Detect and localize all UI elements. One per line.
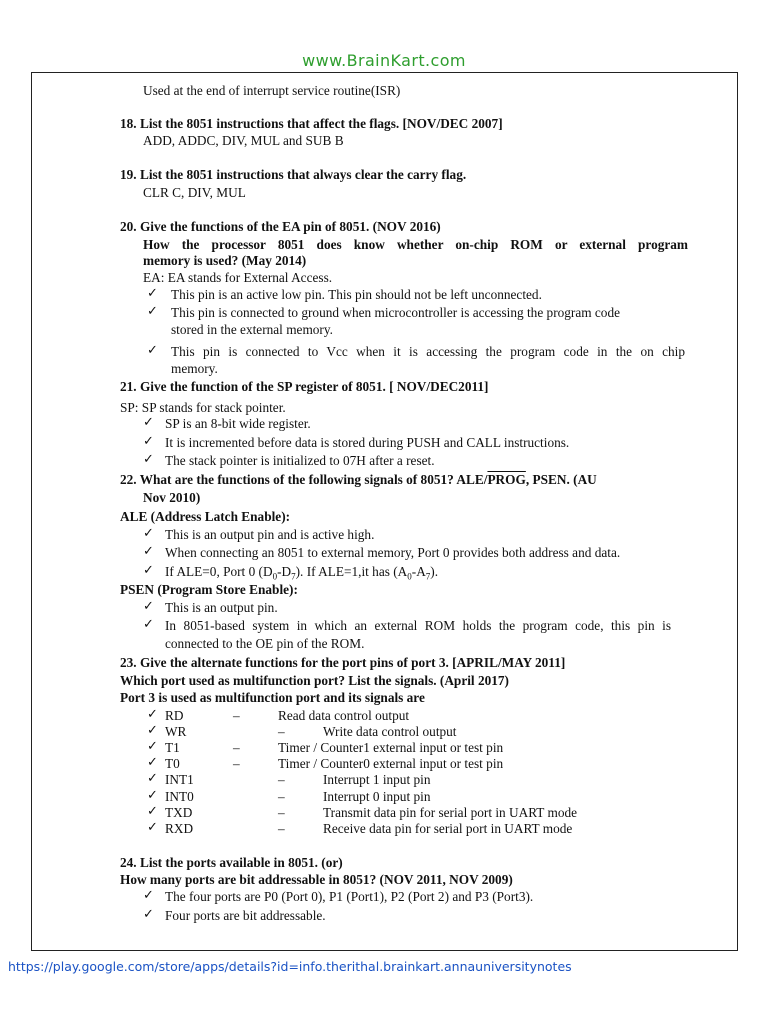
signal-desc: Write data control output	[323, 724, 457, 739]
signal-dash: –	[278, 772, 285, 787]
signal-dash: –	[233, 708, 240, 723]
q20-bullet-1: This pin is an active low pin. This pin should not be left unconnected.	[171, 287, 542, 302]
q20-bullet-3-line2: memory.	[171, 361, 218, 376]
check-icon: ✓	[147, 707, 158, 722]
signal-dash: –	[278, 805, 285, 820]
check-icon: ✓	[143, 526, 154, 541]
check-icon: ✓	[147, 739, 158, 754]
signal-desc: Read data control output	[278, 708, 410, 723]
check-icon: ✓	[143, 617, 154, 632]
signal-desc: Timer / Counter1 external input or test pin	[278, 740, 504, 755]
q22-question-post: , PSEN. (AU	[525, 472, 597, 487]
q22-question-line2: Nov 2010)	[143, 490, 201, 505]
signal-name: TXD	[165, 805, 193, 820]
q20-bullet-3-line1: This pin is connected to Vcc when it is accessing the program code in the on chip	[171, 344, 685, 359]
q20-question2-line2: memory is used? (May 2014)	[143, 253, 307, 268]
q21-bullet-2: It is incremented before data is stored during PUSH and CALL instructions.	[165, 435, 570, 450]
q20-question2-line1: How the processor 8051 does know whether on-chip ROM or external program	[143, 237, 688, 252]
q23-question: 23. Give the alternate functions for the port pins of port 3. [APRIL/MAY 2011]	[120, 655, 566, 670]
check-icon: ✓	[143, 544, 154, 559]
q21-bullet-3: The stack pointer is initialized to 07H after a reset.	[165, 453, 435, 468]
psen-bullet-2-line2: connected to the OE pin of the ROM.	[165, 636, 365, 651]
signal-desc: Timer / Counter0 external input or test pin	[278, 756, 504, 771]
signal-dash: –	[278, 789, 285, 804]
signal-name: RXD	[165, 821, 194, 836]
q23-intro: Port 3 is used as multifunction port and its signals are	[120, 690, 425, 705]
signal-name: T1	[165, 740, 180, 755]
check-icon: ✓	[147, 343, 158, 358]
ale-heading: ALE (Address Latch Enable):	[120, 509, 291, 524]
signal-desc: Interrupt 1 input pin	[323, 772, 431, 787]
q20-bullet-2-line2: stored in the external memory.	[171, 322, 333, 337]
psen-heading: PSEN (Program Store Enable):	[120, 582, 298, 597]
q21-bullet-1: SP is an 8-bit wide register.	[165, 416, 311, 431]
q20-intro: EA: EA stands for External Access.	[143, 270, 333, 285]
q21-question: 21. Give the function of the SP register of 8051. [ NOV/DEC2011]	[120, 379, 489, 394]
q22-question	[120, 472, 597, 488]
signal-desc: Receive data pin for serial port in UART mode	[323, 821, 573, 836]
signal-name: WR	[165, 724, 187, 739]
q22-question-pre: 22. What are the functions of the following signals of 8051?	[120, 472, 457, 487]
check-icon: ✓	[147, 788, 158, 803]
q23-question2: Which port used as multifunction port? List the signals. (April 2017)	[120, 673, 509, 688]
q20-question: 20. Give the functions of the EA pin of 8051. (NOV 2016)	[120, 219, 441, 234]
signal-name: INT0	[165, 789, 194, 804]
intro-line: Used at the end of interrupt service routine(ISR)	[143, 83, 401, 98]
check-icon: ✓	[147, 304, 158, 319]
ale-bullet-1: This is an output pin and is active high.	[165, 527, 375, 542]
check-icon: ✓	[147, 804, 158, 819]
q18-answer: ADD, ADDC, DIV, MUL and SUB B	[143, 133, 344, 148]
q24-question: 24. List the ports available in 8051. (or)	[120, 855, 343, 870]
q22-question-ale: ALE/	[456, 472, 488, 487]
signal-name: INT1	[165, 772, 194, 787]
signal-dash: –	[278, 821, 285, 836]
check-icon: ✓	[143, 888, 154, 903]
q24-question2: How many ports are bit addressable in 8051? (NOV 2011, NOV 2009)	[120, 872, 513, 887]
check-icon: ✓	[147, 723, 158, 738]
check-icon: ✓	[147, 771, 158, 786]
signal-name: RD	[165, 708, 184, 723]
check-icon: ✓	[147, 820, 158, 835]
signal-desc: Transmit data pin for serial port in UART mode	[323, 805, 578, 820]
q18-question: 18. List the 8051 instructions that affect the flags. [NOV/DEC 2007]	[120, 116, 503, 131]
check-icon: ✓	[143, 563, 154, 578]
signal-dash: –	[233, 740, 240, 755]
q19-question: 19. List the 8051 instructions that always clear the carry flag.	[120, 167, 467, 182]
check-icon: ✓	[143, 434, 154, 449]
site-header[interactable]: www.BrainKart.com	[302, 51, 466, 70]
q22-question-prog: PROG	[487, 472, 526, 487]
footer-app-link[interactable]: https://play.google.com/store/apps/details?id=info.therithal.brainkart.annauniversitynotes	[8, 959, 572, 974]
check-icon: ✓	[147, 286, 158, 301]
check-icon: ✓	[143, 599, 154, 614]
check-icon: ✓	[143, 907, 154, 922]
q21-intro: SP: SP stands for stack pointer.	[120, 400, 286, 415]
signal-name: T0	[165, 756, 180, 771]
check-icon: ✓	[143, 452, 154, 467]
q24-bullet-2: Four ports are bit addressable.	[165, 908, 326, 923]
psen-bullet-1: This is an output pin.	[165, 600, 278, 615]
signal-dash: –	[233, 756, 240, 771]
check-icon: ✓	[143, 415, 154, 430]
signal-dash: –	[278, 724, 285, 739]
check-icon: ✓	[147, 755, 158, 770]
ale-bullet-2: When connecting an 8051 to external memory, Port 0 provides both address and data.	[165, 545, 621, 560]
q24-bullet-1: The four ports are P0 (Port 0), P1 (Port1), P2 (Port 2) and P3 (Port3).	[165, 889, 534, 904]
q19-answer: CLR C, DIV, MUL	[143, 185, 246, 200]
signal-desc: Interrupt 0 input pin	[323, 789, 431, 804]
ale-bullet-3: If ALE=0, Port 0 $(D_0-D_7)$. If ALE=1,it has $(A_0-A_7)$.	[165, 564, 439, 582]
psen-bullet-2-line1: In 8051-based system in which an external ROM holds the program code, this pin is	[165, 618, 671, 633]
q20-bullet-2-line1: This pin is connected to ground when microcontroller is accessing the program code	[171, 305, 621, 320]
